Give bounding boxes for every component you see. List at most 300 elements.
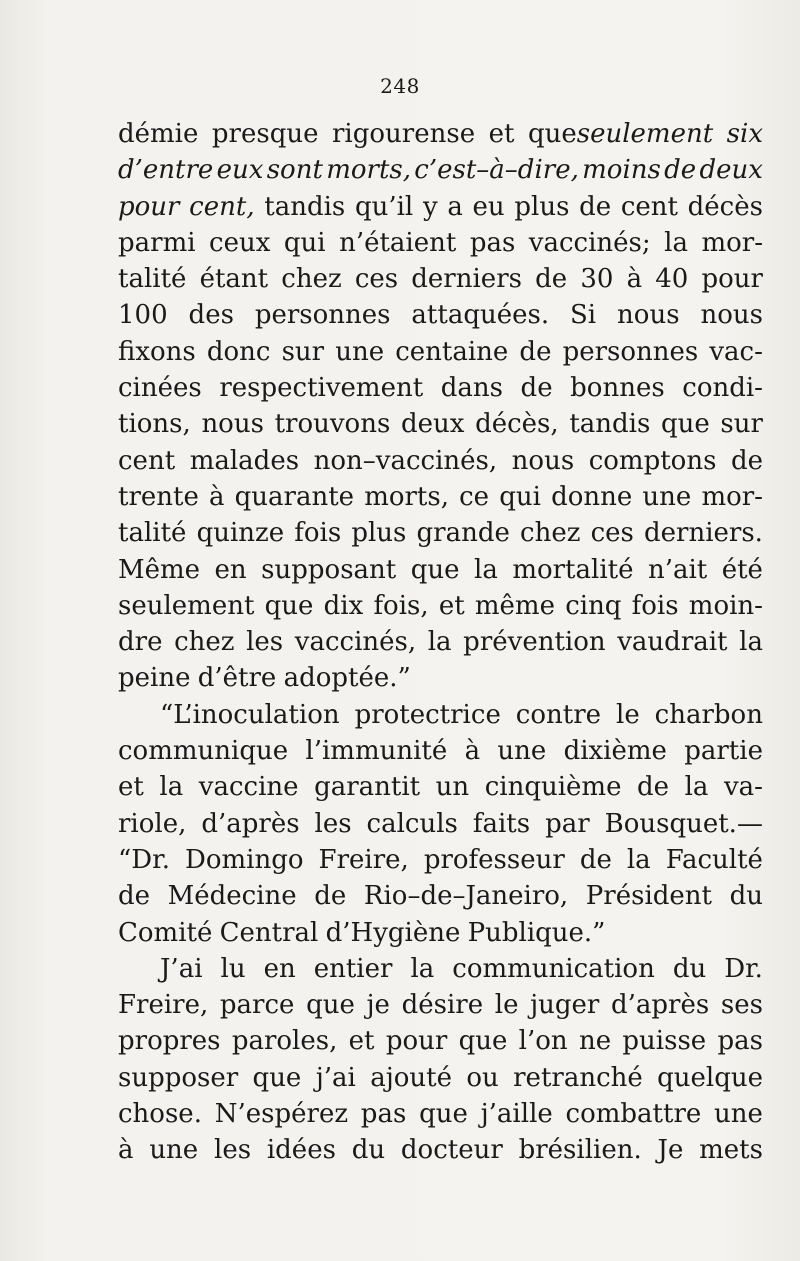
word-segment: que [410,554,460,585]
word-segment: mor- [701,227,763,258]
word-segment: décès [687,191,763,222]
word-segment: chose. [118,1099,202,1130]
text-line [118,406,763,442]
word-segment: les [246,627,284,658]
word [189,189,254,225]
word [118,225,196,261]
word-segment: Je [657,1135,684,1166]
word [519,334,551,370]
word-segment: entier [313,953,393,984]
word-segment: de [579,844,612,875]
word [685,769,709,805]
text-line [118,297,763,333]
word-segment: six [726,119,763,149]
word [410,951,434,987]
word-segment: Freire, [118,990,209,1021]
word-segment: d’entre [118,155,214,186]
word [255,297,391,333]
word [637,769,669,805]
word-segment: puisse [622,1026,707,1057]
word-segment: n’étaient [339,227,457,258]
word-segment: du [729,881,763,912]
word [417,515,510,551]
word-segment: de [519,336,552,367]
text-line [118,479,763,515]
word-segment: Si [570,300,597,331]
word-segment: cinquième [484,772,622,803]
word-segment: retranché [513,1062,643,1093]
word-segment: la [739,627,763,658]
word [424,842,565,878]
word [419,1096,468,1132]
word-segment: une [714,1099,763,1130]
word-segment: Bousquet.— [604,808,763,839]
word [521,370,553,406]
word-segment: chez [520,518,581,549]
word-segment: N’espérez [214,1099,349,1130]
word [495,987,519,1023]
word-segment: Freire, [318,844,409,875]
word-segment: nous [700,300,763,331]
word-segment: que [419,1099,468,1130]
word-segment: parce [219,990,295,1021]
word [118,1132,134,1168]
word-segment: dre [118,627,163,658]
word-segment: Central [219,917,319,948]
word [118,116,198,152]
word [452,951,655,987]
word-segment: quarante [234,481,355,512]
word-segment: une [497,736,547,767]
word-segment: prévention [463,627,606,658]
word [284,660,411,696]
word [474,552,498,588]
word-segment: la [159,772,184,803]
word-segment: de [579,191,612,222]
word [294,515,341,551]
word-segment: d’être [197,663,277,694]
word [282,334,325,370]
word [355,697,501,733]
word [314,769,420,805]
word-segment: tandis [264,191,346,222]
word-segment: la [410,953,435,984]
word [118,1023,221,1059]
word-segment: presque [211,119,319,149]
word-segment: une [335,336,385,367]
word-segment: Dr. [724,953,763,984]
word [535,261,567,297]
word-segment: calculs [366,808,458,839]
word [459,479,489,515]
word-segment: qui [283,227,326,258]
text-line [118,334,763,370]
word-segment: l’on [518,1026,568,1057]
word [611,987,709,1023]
word-segment: chez [281,264,342,295]
word [401,406,464,442]
word [168,878,297,914]
word-segment: qui [499,481,541,512]
word [701,225,763,261]
word [632,588,679,624]
word [717,1023,763,1059]
word-segment: cent [118,445,176,476]
text-line [118,769,763,805]
word-segment: la [427,627,452,658]
word [253,1060,302,1096]
word [118,297,168,333]
word-segment: personnes [254,300,391,331]
word [221,951,246,987]
word-segment: y [422,191,438,222]
word-segment: ajouté [370,1062,452,1093]
word [699,152,762,188]
word [351,515,406,551]
word-segment: ne [578,1026,612,1057]
word-segment: de [118,881,151,912]
word [118,915,212,951]
word [414,152,579,188]
word-segment: que [306,990,355,1021]
word [436,769,470,805]
word [395,334,508,370]
word [520,515,580,551]
word [673,951,706,987]
word-segment: riole, [118,808,187,839]
word [118,806,186,842]
word-segment: et [438,590,465,621]
word-segment: ses [720,990,763,1021]
word-segment: Rio–de–Janeiro, [363,881,569,912]
word-segment: du [672,953,707,984]
word-segment: ou [466,1062,499,1093]
word-segment: sur [281,336,325,367]
word-segment: non–vaccinés, [313,445,498,476]
word-segment: sont [266,155,323,186]
word [370,1060,452,1096]
word [684,733,763,769]
word [118,660,190,696]
word [232,1023,338,1059]
word-segment: du [351,1135,386,1166]
word [324,588,364,624]
word [386,1023,447,1059]
word [701,479,763,515]
word-segment: seulement [118,590,255,621]
word [512,443,575,479]
word-segment: 40 [655,264,689,295]
word [579,189,611,225]
word [402,987,484,1023]
word [220,915,319,951]
word [589,443,717,479]
word-segment: vaccinés, [294,627,417,658]
word-segment: à [118,1135,134,1166]
word-segment: dix [323,590,364,621]
word [563,334,699,370]
text-line [118,370,763,406]
word-segment: vac- [709,336,763,367]
word [642,479,691,515]
word-segment: même [474,590,555,621]
word [530,987,599,1023]
word-segment: protectrice [354,699,501,730]
word-segment: qu’il [354,191,414,222]
word-segment: le [494,990,519,1021]
word-segment: Faculté [665,844,763,875]
word-segment: peine [118,663,191,694]
word-segment: pas [469,227,516,258]
text-line [118,624,763,660]
word-segment: dixième [563,736,667,767]
word-segment: supposant [261,554,397,585]
word [564,733,667,769]
word [470,225,516,261]
word [655,697,763,733]
word-segment: vaudrait [617,627,728,658]
word-segment: été [721,554,763,585]
word [516,697,601,733]
word [355,261,398,297]
word-segment: quinze [196,518,285,549]
word-segment: fois [631,590,679,621]
word [264,951,296,987]
word-segment: attaquées. [411,300,550,331]
word [209,479,225,515]
word-segment: 100 [118,300,168,331]
word-segment: donc [206,336,271,367]
word-segment: partie [684,736,763,767]
word-segment: tandis [569,409,651,440]
word-segment: pour [701,264,763,295]
text-line [118,225,763,261]
word-segment: que [660,409,710,440]
word-segment: ceux [209,227,271,258]
word-segment: trente [118,481,199,512]
word-segment: plus [514,191,570,222]
word [314,951,393,987]
word [306,987,355,1023]
word [214,1132,251,1168]
word-segment: une [149,1135,199,1166]
word-segment: eu [472,191,505,222]
word-segment: pour [385,1026,448,1057]
word [118,515,186,551]
word-segment: désire [401,990,484,1021]
word [657,1060,763,1096]
word [118,334,196,370]
word [264,189,345,225]
word [219,370,423,406]
word-segment: lu [220,953,246,984]
word [305,733,447,769]
word-segment: de [314,881,347,912]
word-segment: bonnes [570,373,665,404]
word [570,297,596,333]
text-line [118,189,763,225]
word-segment: faits [472,808,531,839]
text-line [118,261,763,297]
word-segment: Domingo [185,844,304,875]
word-segment: combattre [565,1099,702,1130]
word [212,116,319,152]
word-segment: dans [440,373,503,404]
word-segment: les [314,808,352,839]
word-segment: que [264,590,314,621]
word-segment: à [464,736,481,767]
word [284,225,326,261]
word [519,1023,568,1059]
word-segment: moins [582,155,661,186]
word-segment: cinq [565,590,622,621]
word-segment: fois, [373,590,429,621]
word [644,515,763,551]
word-segment: n’ait [647,554,708,585]
word [566,1096,702,1132]
word [465,733,481,769]
word-segment: Médecine [167,881,297,912]
word [275,406,391,442]
word [439,588,465,624]
word-segment: d’Hygiène [325,917,461,948]
text-line [118,878,763,914]
word [519,1132,642,1168]
word [475,406,559,442]
word [261,552,396,588]
word [339,225,456,261]
word [118,733,288,769]
word [586,878,712,914]
word-segment: fois [294,518,342,549]
word [118,261,186,297]
word [189,297,234,333]
word-segment: et [348,1026,375,1057]
word-segment: la [684,772,709,803]
word [459,1023,508,1059]
word [267,1132,336,1168]
word [160,697,340,733]
word [352,1132,385,1168]
text-line [118,660,763,696]
word [295,624,416,660]
word [473,806,530,842]
word [731,443,763,479]
word [217,152,264,188]
word [200,261,269,297]
word-segment: morts, [326,155,411,186]
word-segment: plus [351,518,407,549]
word [428,624,452,660]
word [118,189,179,225]
word [215,552,247,588]
word [118,878,150,914]
word [565,588,621,624]
word [207,334,271,370]
word [666,842,763,878]
text-line [118,152,763,188]
word [627,261,643,297]
word-segment: de [664,155,697,186]
word [617,624,727,660]
word [580,261,613,297]
word [551,479,632,515]
word-segment: comptons [588,445,717,476]
word [664,152,696,188]
word-segment: un [435,772,470,803]
word [215,1096,348,1132]
word-segment: garantit [314,772,421,803]
word-segment: communique [118,736,289,767]
word [118,987,208,1023]
word [235,479,354,515]
word-segment: pour [118,191,180,222]
word-segment: respectivement [219,373,424,404]
word [489,116,515,152]
word-segment: docteur [400,1135,503,1166]
word-segment: va- [723,772,763,803]
word-segment: chez [174,627,235,658]
word-segment: cinées [118,373,202,404]
word [118,370,202,406]
text-line [118,1023,763,1059]
text-line [118,1060,763,1096]
word-segment: contre [515,699,602,730]
word [265,588,314,624]
word-segment: de [535,264,568,295]
word-segment: paroles, [231,1026,338,1057]
text-line [118,1096,763,1132]
word-segment: décès, [475,409,559,440]
word [655,261,688,297]
word-segment: nous [511,445,575,476]
word [688,189,763,225]
word-segment: trouvons [274,409,391,440]
word-segment: eux [216,155,264,186]
word [514,189,569,225]
word [569,406,650,442]
word-segment: que [252,1062,302,1093]
word-segment: Comité [118,917,213,948]
word-segment: nous [617,300,680,331]
word [570,370,665,406]
word [579,1023,611,1059]
word-segment: talité [118,264,187,295]
word-segment: “L’inoculation [160,699,340,730]
word-segment: à [626,264,643,295]
word [220,987,295,1023]
word [739,624,763,660]
word-segment: des [188,300,234,331]
word-segment: donne [551,481,633,512]
word [281,261,341,297]
word [355,189,413,225]
word [361,1096,407,1132]
word [335,334,384,370]
word [174,624,234,660]
word [267,152,323,188]
word-segment: Publique.” [467,917,606,948]
word [118,842,170,878]
word [118,1096,202,1132]
text-line [118,733,763,769]
word-segment: cent, [189,191,255,222]
word-segment: adoptée.” [283,663,411,694]
word-segment: idées [266,1135,336,1166]
word-segment: que [527,119,577,149]
word-segment: talité [118,518,187,549]
word-segment: mor- [701,481,763,512]
